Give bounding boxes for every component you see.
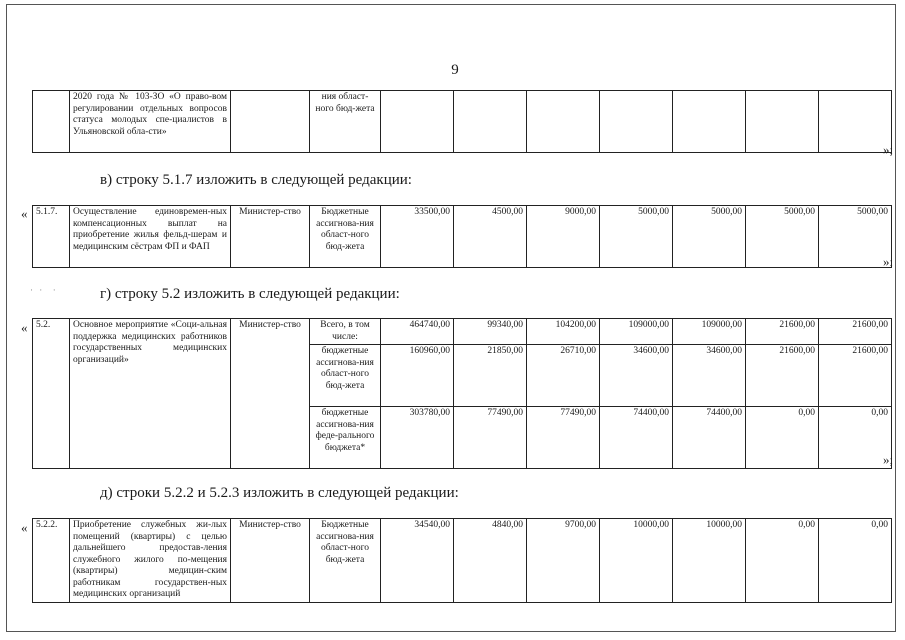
value-cell: 33500,00 bbox=[381, 206, 454, 268]
row-name-cell: 2020 года № 103-ЗО «О право-вом регулировании отдельных вопросов статуса молодых спе-циалистов в Ульяновской обла-сти» bbox=[70, 91, 231, 153]
executor-cell: Министер-ство bbox=[231, 319, 310, 469]
value-cell: 104200,00 bbox=[527, 319, 600, 345]
value-cell: 99340,00 bbox=[454, 319, 527, 345]
value-cell: 109000,00 bbox=[600, 319, 673, 345]
value-cell: 21850,00 bbox=[454, 345, 527, 407]
scan-artifact: · · · bbox=[30, 285, 58, 295]
value-cell: 5000,00 bbox=[673, 206, 746, 268]
table-row bbox=[33, 319, 892, 345]
row-number-cell: 5.2.2. bbox=[33, 519, 70, 603]
value-cell: 77490,00 bbox=[454, 407, 527, 469]
table-row bbox=[33, 206, 892, 268]
value-cell bbox=[746, 91, 819, 153]
value-cell: 5000,00 bbox=[819, 206, 892, 268]
value-cell bbox=[600, 91, 673, 153]
value-cell: 34540,00 bbox=[381, 519, 454, 603]
value-cell bbox=[673, 91, 746, 153]
value-cell: 21600,00 bbox=[819, 345, 892, 407]
value-cell: 9700,00 bbox=[527, 519, 600, 603]
instruction-g: г) строку 5.2 изложить в следующей редакции: bbox=[100, 286, 400, 302]
source-cell: Всего, в том числе: bbox=[310, 319, 381, 345]
table-row-5-2 bbox=[32, 318, 892, 469]
value-cell: 160960,00 bbox=[381, 345, 454, 407]
value-cell: 464740,00 bbox=[381, 319, 454, 345]
closing-quote: »; bbox=[883, 142, 894, 157]
row-number-cell bbox=[33, 91, 70, 153]
row-name-cell: Осуществление единовремен-ных компенсационных выплат на приобретение жилья фельд-шерам и медицинским сёстрам ФП и ФАП bbox=[70, 206, 231, 268]
instruction-v: в) строку 5.1.7 изложить в следующей редакции: bbox=[100, 172, 412, 188]
value-cell bbox=[819, 91, 892, 153]
value-cell: 74400,00 bbox=[673, 407, 746, 469]
source-cell: ния област-ного бюд-жета bbox=[310, 91, 381, 153]
opening-quote: « bbox=[21, 320, 28, 335]
value-cell: 109000,00 bbox=[673, 319, 746, 345]
executor-cell bbox=[231, 91, 310, 153]
opening-quote: « bbox=[21, 206, 28, 221]
table-continuation bbox=[32, 90, 892, 153]
value-cell: 26710,00 bbox=[527, 345, 600, 407]
row-name-cell: Основное мероприятие «Соци-альная поддержка медицинских работников государственных медицинских организаций» bbox=[70, 319, 231, 469]
value-cell: 4500,00 bbox=[454, 206, 527, 268]
value-cell: 74400,00 bbox=[600, 407, 673, 469]
value-cell: 77490,00 bbox=[527, 407, 600, 469]
table-row bbox=[33, 91, 892, 153]
page-number: 9 bbox=[451, 62, 459, 78]
value-cell: 21600,00 bbox=[819, 319, 892, 345]
source-cell: бюджетные ассигнова-ния област-ного бюд-жета bbox=[310, 345, 381, 407]
value-cell: 0,00 bbox=[819, 519, 892, 603]
value-cell bbox=[381, 91, 454, 153]
row-number-cell: 5.1.7. bbox=[33, 206, 70, 268]
table-row bbox=[33, 519, 892, 603]
table-row-5-2-2 bbox=[32, 518, 892, 603]
closing-quote: »; bbox=[883, 452, 894, 467]
row-name-cell: Приобретение служебных жи-лых помещений (квартиры) с целью дальнейшего предостав-ления служебного жилого по-мещения (квартиры) медицин-ским работникам государствен-ных медицинских организаций bbox=[70, 519, 231, 603]
closing-quote: »; bbox=[883, 254, 894, 269]
row-number-cell: 5.2. bbox=[33, 319, 70, 469]
value-cell: 4840,00 bbox=[454, 519, 527, 603]
value-cell: 5000,00 bbox=[746, 206, 819, 268]
executor-cell: Министер-ство bbox=[231, 519, 310, 603]
source-cell: бюджетные ассигнова-ния феде-рального бюджета* bbox=[310, 407, 381, 469]
executor-cell: Министер-ство bbox=[231, 206, 310, 268]
instruction-d: д) строки 5.2.2 и 5.2.3 изложить в следующей редакции: bbox=[100, 485, 459, 501]
value-cell bbox=[527, 91, 600, 153]
value-cell: 34600,00 bbox=[673, 345, 746, 407]
value-cell: 10000,00 bbox=[673, 519, 746, 603]
value-cell bbox=[454, 91, 527, 153]
value-cell: 21600,00 bbox=[746, 345, 819, 407]
value-cell: 0,00 bbox=[819, 407, 892, 469]
value-cell: 21600,00 bbox=[746, 319, 819, 345]
opening-quote: « bbox=[21, 520, 28, 535]
value-cell: 10000,00 bbox=[600, 519, 673, 603]
value-cell: 0,00 bbox=[746, 519, 819, 603]
value-cell: 9000,00 bbox=[527, 206, 600, 268]
value-cell: 34600,00 bbox=[600, 345, 673, 407]
source-cell: Бюджетные ассигнова-ния област-ного бюд-жета bbox=[310, 519, 381, 603]
value-cell: 5000,00 bbox=[600, 206, 673, 268]
value-cell: 303780,00 bbox=[381, 407, 454, 469]
table-row-5-1-7 bbox=[32, 205, 892, 268]
source-cell: Бюджетные ассигнова-ния област-ного бюд-жета bbox=[310, 206, 381, 268]
value-cell: 0,00 bbox=[746, 407, 819, 469]
